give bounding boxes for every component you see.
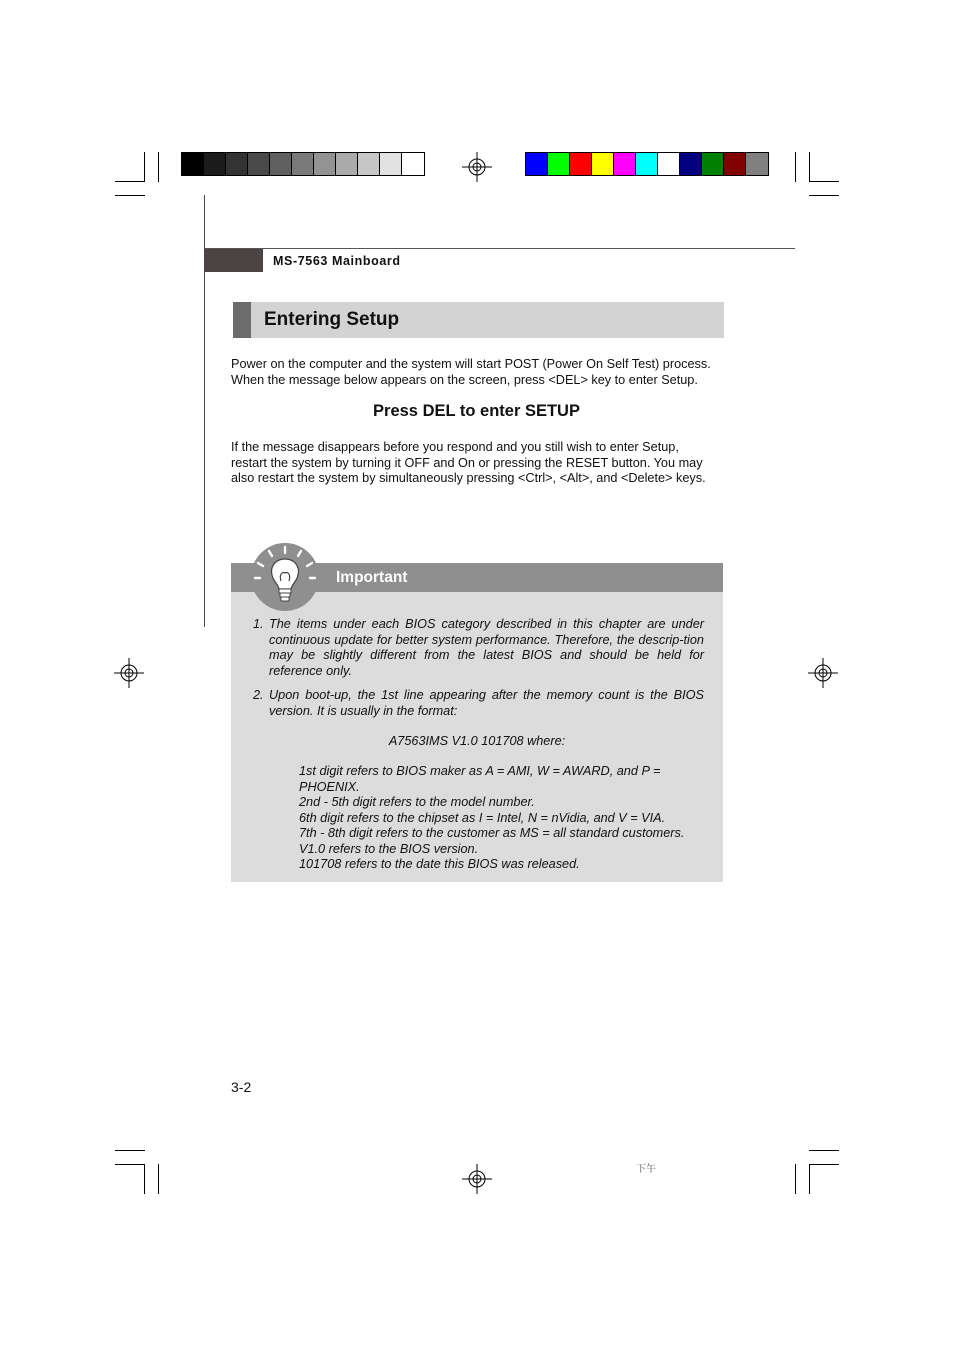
lightbulb-icon <box>249 541 321 613</box>
detail-line: 2nd - 5th digit refers to the model number. <box>299 795 535 809</box>
calibration-swatch <box>746 153 768 175</box>
crop-mark <box>809 195 839 196</box>
important-label: Important <box>336 569 408 586</box>
registration-mark-icon <box>114 658 144 688</box>
footer-mark: 下午 <box>636 1164 656 1175</box>
item-number: 1. <box>253 617 264 631</box>
grayscale-calibration-bar <box>181 152 425 176</box>
followup-paragraph <box>231 440 722 487</box>
color-calibration-bar <box>525 152 769 176</box>
calibration-swatch <box>570 153 592 175</box>
section-title: Entering Setup <box>264 309 400 330</box>
section-heading <box>233 302 724 338</box>
calibration-swatch <box>204 153 226 175</box>
detail-line: 6th digit refers to the chipset as I = Intel, N = nVidia, and V = VIA. <box>299 810 666 825</box>
calibration-swatch <box>658 153 680 175</box>
page-number: 3-2 <box>231 1079 252 1095</box>
calibration-swatch <box>380 153 402 175</box>
crop-mark <box>809 1164 810 1194</box>
item-text: Upon boot-up, the 1st line appearing after the memory count is the BIOS version. It is usually in the format: <box>269 688 704 718</box>
item-number: 2. <box>253 688 264 702</box>
crop-mark <box>144 152 145 182</box>
calibration-swatch <box>314 153 336 175</box>
detail-line: 1st digit refers to BIOS maker as A = AMI, W = AWARD, and P = PHOENIX. <box>299 764 661 794</box>
calibration-swatch <box>270 153 292 175</box>
running-header: MS-7563 Mainboard <box>273 254 401 268</box>
header-rule <box>205 248 795 249</box>
followup-line: also restart the system by simultaneously pressing <Ctrl>, <Alt>, and <Delete> keys. <box>231 471 706 485</box>
registration-mark-icon <box>462 1164 492 1194</box>
calibration-swatch <box>226 153 248 175</box>
calibration-swatch <box>592 153 614 175</box>
detail-line: 7th - 8th digit refers to the customer as MS = all standard customers. <box>299 826 685 840</box>
item-text: The items under each BIOS category described in this chapter are under continuous update for better system performance. Therefore, the descrip-tion may be slightly different from the latest BIOS and should be held for reference only. <box>269 617 704 678</box>
header-tab <box>205 249 263 272</box>
crop-mark <box>809 152 810 182</box>
important-item <box>253 688 704 719</box>
crop-mark <box>809 181 839 182</box>
crop-mark <box>809 1164 839 1165</box>
crop-mark <box>115 1150 145 1151</box>
crop-mark <box>115 181 145 182</box>
press-del-message: Press DEL to enter SETUP <box>373 402 580 420</box>
crop-mark <box>115 1164 145 1165</box>
crop-mark <box>144 1164 145 1194</box>
calibration-swatch <box>548 153 570 175</box>
registration-mark-icon <box>462 152 492 182</box>
bios-format-example: A7563IMS V1.0 101708 where: <box>388 734 566 748</box>
crop-mark <box>115 195 145 196</box>
calibration-swatch <box>182 153 204 175</box>
followup-line: If the message disappears before you respond and you still wish to enter Setup, <box>231 440 679 454</box>
bios-format-details <box>299 764 709 873</box>
crop-mark <box>158 152 159 182</box>
calibration-swatch <box>724 153 746 175</box>
intro-line: When the message below appears on the screen, press <DEL> key to enter Setup. <box>231 372 698 387</box>
calibration-swatch <box>702 153 724 175</box>
calibration-swatch <box>358 153 380 175</box>
intro-paragraph <box>231 357 722 388</box>
crop-mark <box>795 1164 796 1194</box>
intro-line: Power on the computer and the system will start POST (Power On Self Test) process. <box>231 357 711 371</box>
crop-mark <box>158 1164 159 1194</box>
calibration-swatch <box>636 153 658 175</box>
crop-mark <box>809 1150 839 1151</box>
calibration-swatch <box>526 153 548 175</box>
detail-line: 101708 refers to the date this BIOS was released. <box>299 857 580 871</box>
calibration-swatch <box>248 153 270 175</box>
calibration-swatch <box>614 153 636 175</box>
calibration-swatch <box>292 153 314 175</box>
calibration-swatch <box>402 153 424 175</box>
calibration-swatch <box>680 153 702 175</box>
registration-mark-icon <box>808 658 838 688</box>
followup-line: restart the system by turning it OFF and On or pressing the RESET button. You may <box>231 455 703 470</box>
calibration-swatch <box>336 153 358 175</box>
crop-mark <box>795 152 796 182</box>
section-heading-tab <box>233 302 251 338</box>
detail-line: V1.0 refers to the BIOS version. <box>299 841 479 856</box>
important-item <box>253 617 704 679</box>
